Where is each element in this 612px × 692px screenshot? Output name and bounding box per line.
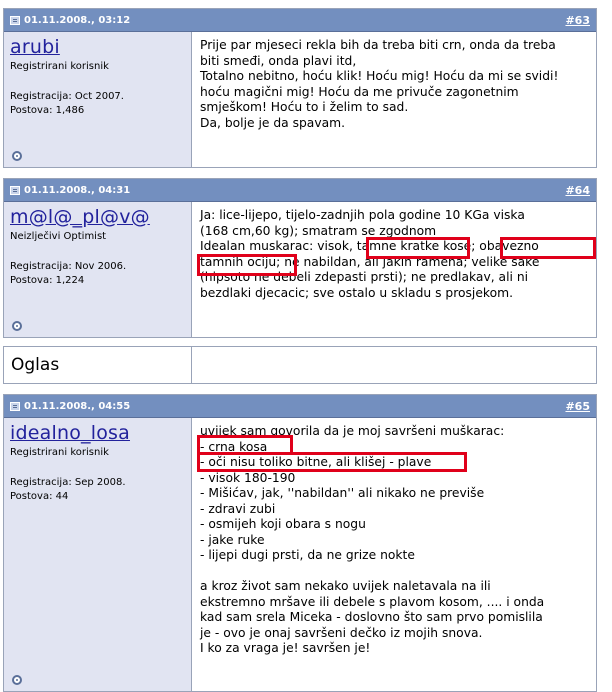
ad-row [3, 346, 597, 384]
post-count: Postova: 1,486 [10, 105, 85, 116]
user-panel [4, 32, 192, 167]
post-number-link[interactable]: #63 [565, 13, 590, 27]
user-title: Registrirani korisnik [10, 447, 109, 458]
post-number-link[interactable]: #64 [565, 183, 590, 197]
user-panel [4, 202, 192, 337]
username-link[interactable]: arubi [10, 36, 60, 58]
user-info [10, 260, 185, 288]
highlight-box [366, 237, 470, 259]
username-link[interactable]: idealno_losa [10, 422, 130, 444]
ad-label: Oglas [4, 347, 192, 383]
post-header [4, 179, 596, 202]
user-title: Registrirani korisnik [10, 61, 109, 72]
post-message: uvijek sam govorila da je moj savršeni muškarac: - crna kosa - oči nisu toliko bitne, ali klišej - plave - visok 180-190 - Mišićav, jak, ''nabildan'' ali nikako ne previše - zdravi zubi - osmijeh koji obara s nogu - jake ruke - lijepi dugi prsti, da ne grize nokte a kroz život sam nekako uvijek naletavala na ili ekstremno mršave ili debele s plavom kosom, .... i onda kad sam srela Miceka - doslovno što sam prvo pomislila je - ovo je onaj savršeni dečko iz mojih snova. I ko za vraga je! savršen je! [200, 424, 545, 655]
registration-date: Registracija: Sep 2008. [10, 477, 126, 488]
ad-content [192, 347, 596, 383]
offline-status-icon [12, 151, 22, 161]
user-panel [4, 418, 192, 691]
post-date: 01.11.2008., 04:31 [24, 184, 131, 196]
post-date: 01.11.2008., 04:55 [24, 400, 131, 412]
highlight-box [197, 452, 467, 472]
post-message: Prije par mjeseci rekla bih da treba biti crn, onda da treba biti smeđi, onda plavi itd, Totalno nebitno, hoću klik! Hoću mig! Hoću da mi se svidi! hoću magični mig! Hoću da me privuče zagonetnim smješkom! Hoću to i želim to sad. Da, bolje je da spavam. [200, 38, 559, 130]
post-header [4, 395, 596, 418]
username-link[interactable]: m@l@_pl@v@ [10, 206, 150, 228]
user-info [10, 90, 185, 118]
offline-status-icon [12, 675, 22, 685]
post-number-link[interactable]: #65 [565, 399, 590, 413]
post-63 [3, 8, 597, 168]
user-info [10, 476, 185, 504]
post-icon [10, 402, 20, 411]
post-65 [3, 394, 597, 692]
registration-date: Registracija: Nov 2006. [10, 261, 127, 272]
highlight-box [197, 254, 297, 276]
user-title: Neizlječivi Optimist [10, 231, 107, 242]
post-count: Postova: 44 [10, 491, 69, 502]
highlight-box [500, 237, 596, 259]
offline-status-icon [12, 321, 22, 331]
registration-date: Registracija: Oct 2007. [10, 91, 124, 102]
post-icon [10, 186, 20, 195]
post-header [4, 9, 596, 32]
post-icon [10, 16, 20, 25]
post-count: Postova: 1,224 [10, 275, 85, 286]
post-date: 01.11.2008., 03:12 [24, 14, 131, 26]
post-message: Ja: lice-lijepo, tijelo-zadnjih pola godine 10 KGa viska (168 cm,60 kg); smatram se zgodnom Idealan muskarac: visok, tamne kratke kose; obavezno tamnih ociju; ne nabildan, ali jakih ramena; velike sake (hipsoto ne debeli zdepasti prsti); ne predlakav, ali ni bezdlaki djecacic; sve ostalo u skladu s prosjekom. [200, 208, 540, 300]
post-64 [3, 178, 597, 338]
